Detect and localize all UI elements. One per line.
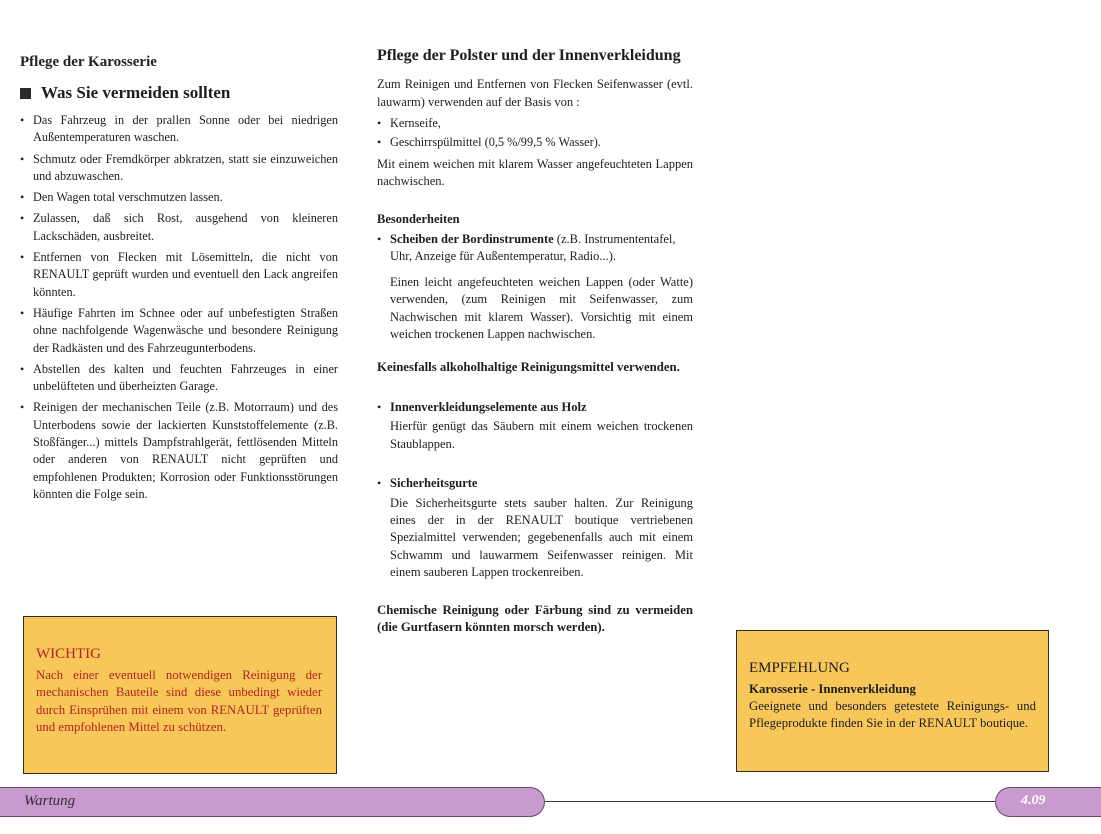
empfehlung-text: Geeignete und besonders getestete Reinigungs- und Pflegeprodukte finden Sie in der RENAULT boutique.: [749, 699, 1036, 731]
wichtig-text: Nach einer eventuell notwendigen Reinigung der mechanischen Bauteile sind diese unbedingt wieder durch Einsprühen mit einem von RENAULT geprüften und empfohlenen Mittel zu schützen.: [36, 668, 322, 735]
list-item: • Entfernen von Flecken mit Lösemitteln, die nicht von RENAULT geprüft wurden und eventuell den Lack angreifen könnten.: [20, 250, 338, 299]
square-bullet-icon: [20, 88, 31, 99]
wood-trim-body: Hierfür genügt das Säubern mit einem weichen trockenen Staublappen.: [390, 419, 693, 451]
footer-divider: [545, 801, 995, 802]
chemical-warning: Chemische Reinigung oder Färbung sind zu vermeiden (die Gurtfasern könnten morsch werden).: [377, 602, 693, 635]
bullet-dot-icon: •: [20, 190, 25, 205]
bullet-dot-icon: •: [377, 476, 382, 491]
empfehlung-box: [736, 630, 1049, 772]
section-title-bodywork: Pflege der Karosserie: [20, 54, 157, 70]
item-title: Sicherheitsgurte: [390, 476, 478, 491]
avoid-heading-row: [20, 82, 338, 104]
empfehlung-subtitle: Karosserie - Innenverkleidung: [749, 682, 916, 696]
list-item: • Abstellen des kalten und feuchten Fahrzeuges in einer unbelüfteten und überheizten Garage.: [20, 361, 338, 394]
footer-section-label: Wartung: [24, 793, 76, 809]
wichtig-title: WICHTIG: [36, 646, 101, 662]
bullet-dot-icon: •: [20, 400, 25, 415]
instrument-glass-body: Einen leicht angefeuchteten weichen Lappen (oder Watte) verwenden, (zum Reinigen mit Seifenwasser, zum Nachwischen mit klarem Wasser). Vorsichtig mit einem weichen trockenen Lappen nachwischen.: [390, 274, 693, 341]
item-suffix: (z.B. Instrumententafel, Uhr, Anzeige für Außentemperatur, Radio...).: [390, 231, 676, 264]
seatbelt-body: Die Sicherheitsgurte stets sauber halten. Zur Reinigung eines der in der RENAULT boutique vertriebenen Spezialmittel verwenden; gegebenenfalls auch mit einem Schwamm und lauwarmem Seifenwasser reinigen. Mit einem sauberen Lappen trockenreiben.: [390, 495, 693, 580]
left-column: [20, 52, 338, 507]
bullet-dot-icon: •: [377, 116, 382, 131]
list-item: • Kernseife,: [377, 115, 693, 132]
seatbelt-item: [377, 475, 693, 492]
bullet-dot-icon: •: [377, 135, 382, 150]
avoid-list: [20, 112, 338, 503]
bullet-dot-icon: •: [377, 231, 382, 246]
bullet-dot-icon: •: [20, 211, 25, 226]
item-title: Scheiben der Bordinstrumente: [390, 231, 554, 246]
soap-list: [377, 115, 693, 152]
avoid-heading: Was Sie vermeiden sollten: [41, 83, 231, 102]
bullet-dot-icon: •: [20, 113, 25, 127]
item-title: Innenverkleidungselemente aus Holz: [390, 400, 587, 414]
list-item: • Das Fahrzeug in der prallen Sonne oder bei niedrigen Außentemperaturen waschen.: [20, 113, 338, 145]
bullet-dot-icon: •: [20, 151, 25, 166]
alcohol-warning: Keinesfalls alkoholhaltige Reinigungsmittel verwenden.: [377, 360, 680, 375]
bullet-dot-icon: •: [20, 250, 25, 265]
list-item: • Den Wagen total verschmutzen lassen.: [20, 189, 338, 206]
list-item: • Schmutz oder Fremdkörper abkratzen, statt sie einzuweichen und abzuwaschen.: [20, 151, 338, 183]
bullet-dot-icon: •: [20, 305, 25, 320]
list-item: • Reinigen der mechanischen Teile (z.B. Motorraum) und des Unterbodens sowie der lackierten Kunststoffelemente (z.B. Stoßfänger...) mittels Dampfstrahlgerät, fettlösenden Mitteln oder anderen von RENAULT nicht geprüften und empfohlenen Produkten; Korrosion oder Funktionsstörungen könnten die Folge sein.: [20, 400, 338, 501]
empfehlung-title: EMPFEHLUNG: [749, 660, 850, 676]
list-item: • Geschirrspülmittel (0,5 %/99,5 % Wasser).: [377, 134, 693, 151]
special-heading: Besonderheiten: [377, 211, 460, 226]
bullet-dot-icon: •: [20, 361, 25, 376]
rinse-paragraph: Mit einem weichen mit klarem Wasser angefeuchteten Lappen nachwischen.: [377, 156, 693, 189]
upholstery-title: Pflege der Polster und der Innenverkleidung: [377, 47, 681, 64]
instrument-glass-item: [377, 231, 693, 266]
wichtig-box: [23, 616, 337, 774]
list-item: • Zulassen, daß sich Rost, ausgehend von kleineren Lackschäden, ausbreitet.: [20, 211, 338, 243]
footer-section-tab: [0, 787, 545, 817]
intro-paragraph: Zum Reinigen und Entfernen von Flecken Seifenwasser (evtl. lauwarm) verwenden auf der Basis von :: [377, 77, 693, 109]
right-column: [377, 46, 693, 637]
wood-trim-item: [377, 399, 693, 416]
list-item: • Häufige Fahrten im Schnee oder auf unbefestigten Straßen ohne nachfolgende Wagenwäsche und besondere Reinigung der Radkästen und des Fahrzeugunterbodens.: [20, 305, 338, 355]
page-number-tab: [995, 787, 1101, 817]
bullet-dot-icon: •: [377, 400, 382, 414]
page-number: 4.09: [1021, 793, 1046, 808]
